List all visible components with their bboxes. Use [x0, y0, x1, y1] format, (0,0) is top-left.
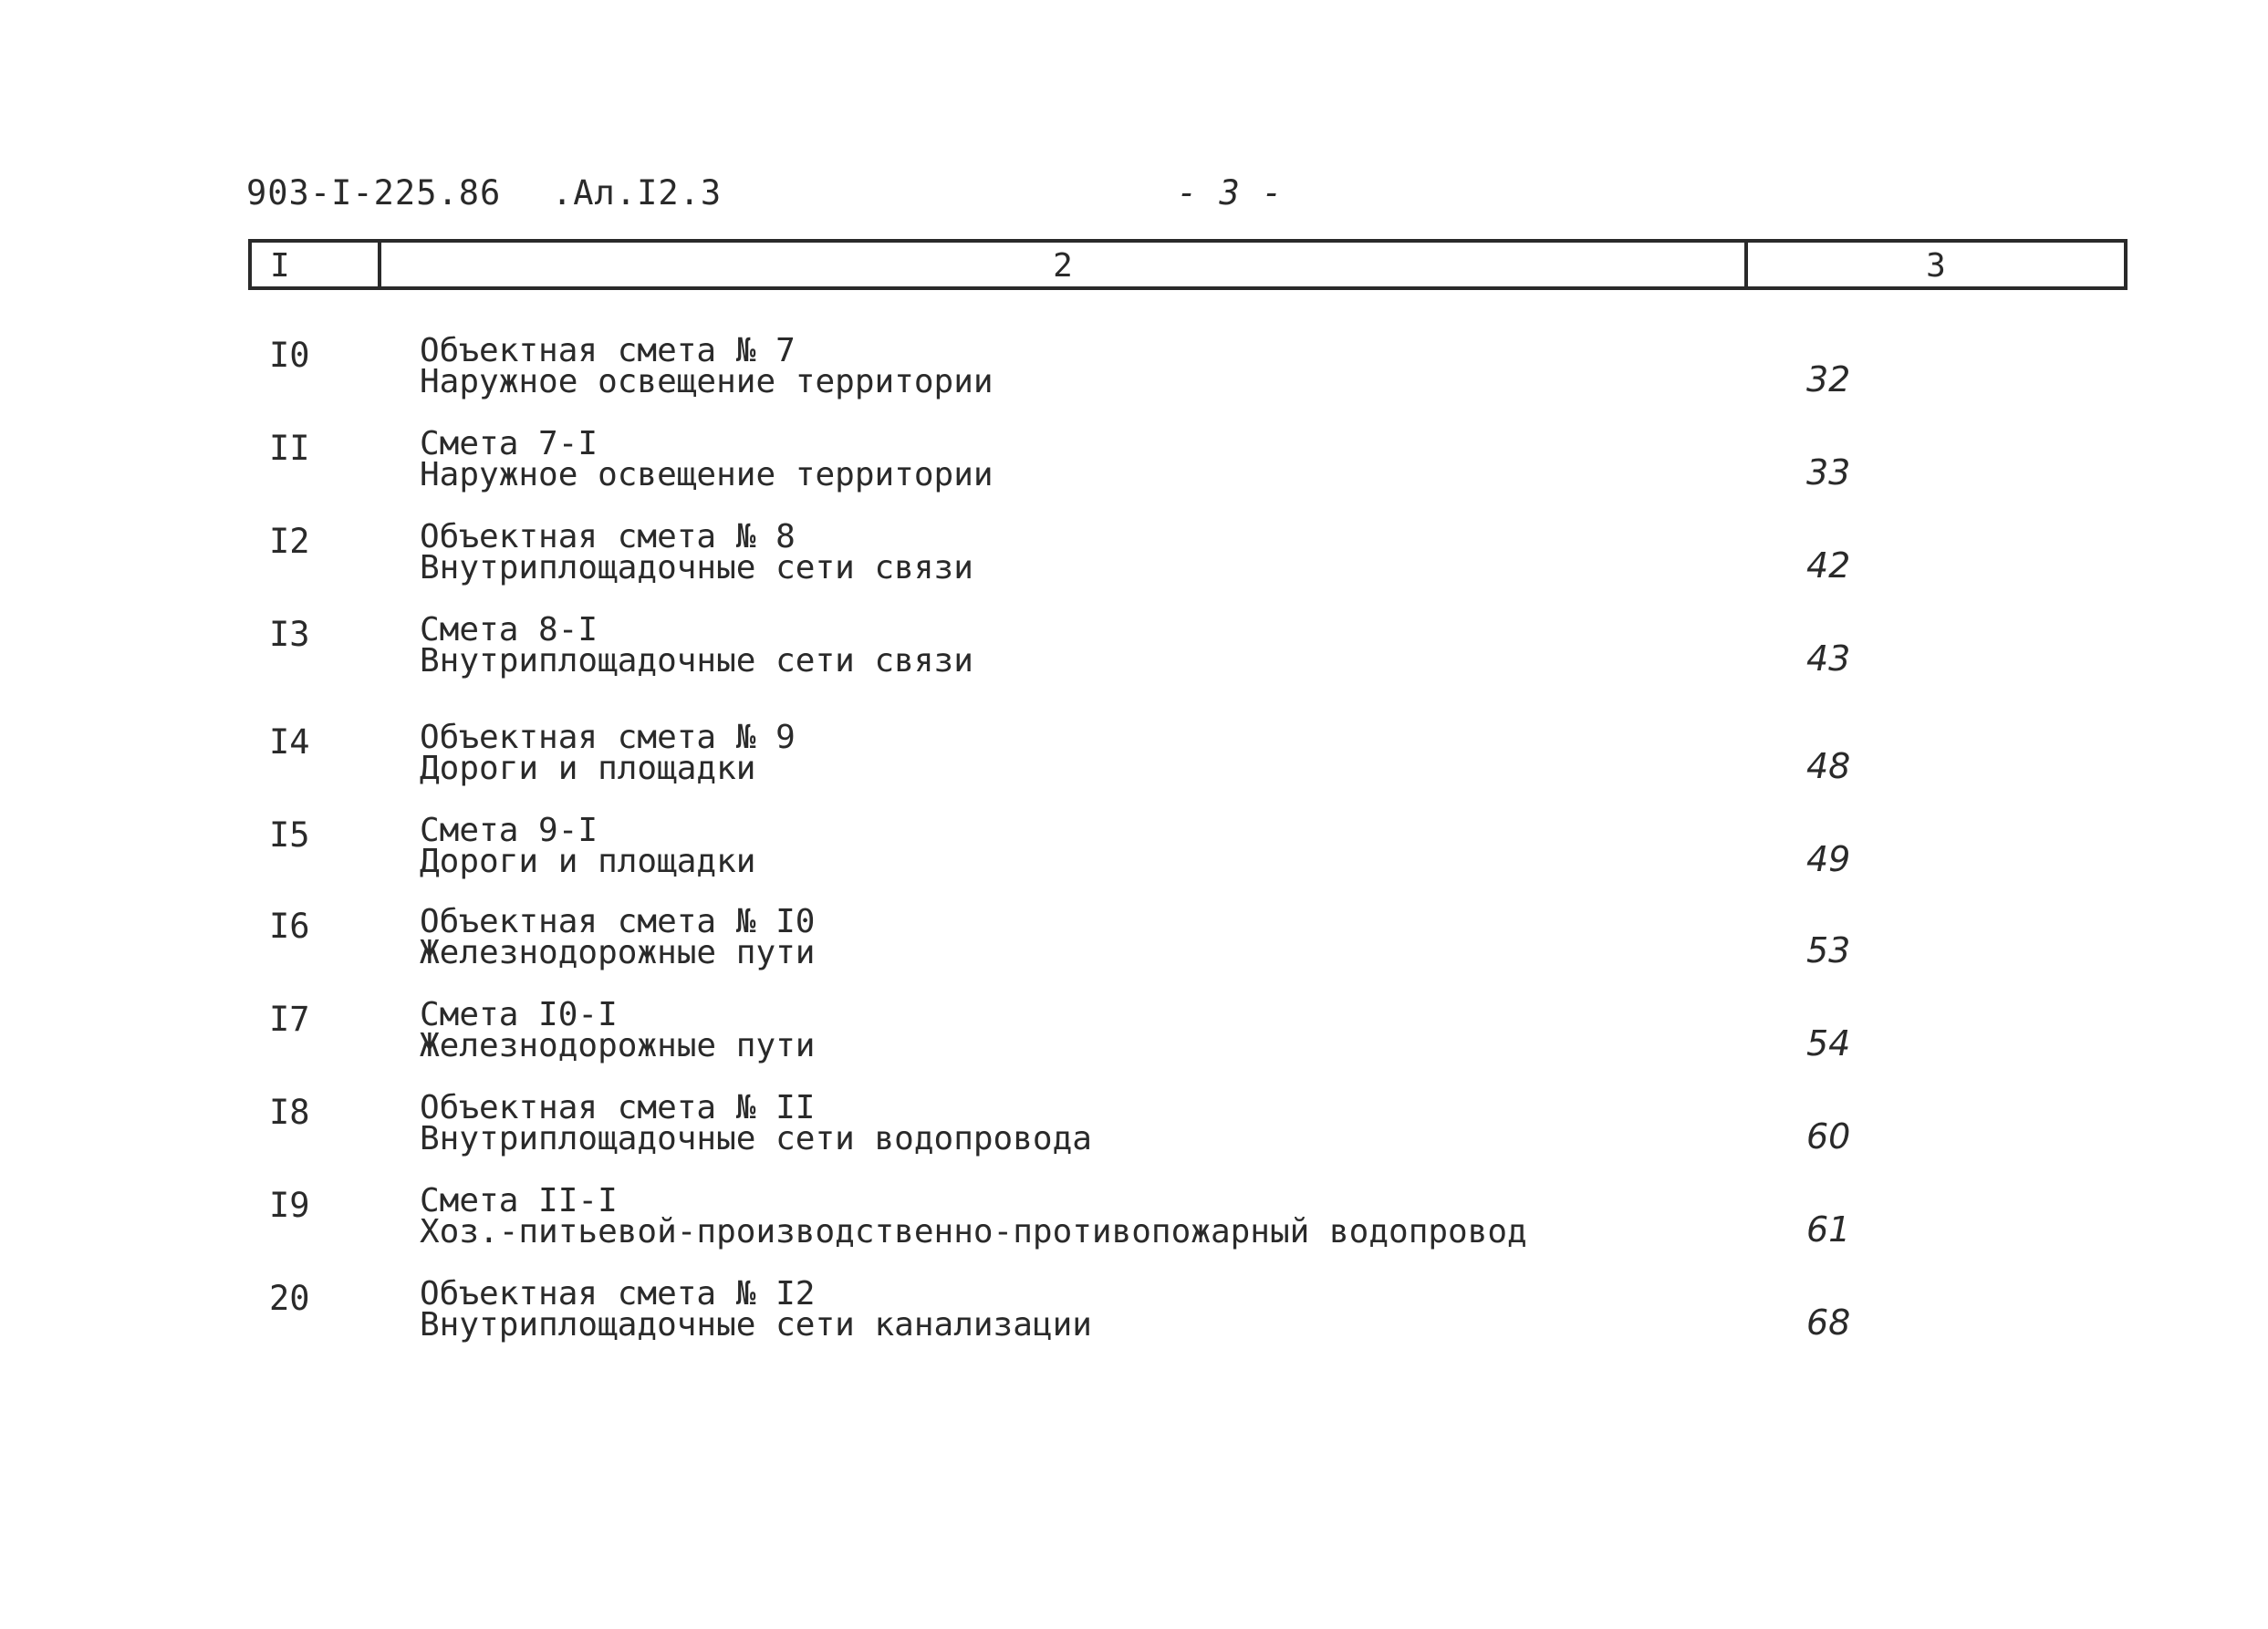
row-page: 48: [1806, 746, 1851, 786]
row-title: [420, 1089, 1092, 1157]
row-number: I8: [269, 1093, 310, 1132]
row-title-line2: Внутриплощадочные сети связи: [420, 549, 973, 586]
row-page: 33: [1806, 452, 1851, 493]
row-title-line1: Объектная смета № 8: [420, 518, 796, 555]
row-title: [420, 425, 994, 493]
row-number: I5: [269, 815, 310, 855]
row-title-line1: Смета 7-I: [420, 425, 598, 462]
row-title-line2: Внутриплощадочные сети водопровода: [420, 1120, 1092, 1157]
row-title-line1: Смета 8-I: [420, 611, 598, 648]
row-page: 60: [1806, 1116, 1851, 1157]
row-number: I9: [269, 1186, 310, 1225]
row-title-line1: Объектная смета № 9: [420, 719, 796, 756]
row-title-line2: Наружное освещение территории: [420, 456, 994, 493]
row-title: [420, 332, 994, 400]
row-number: I7: [269, 1000, 310, 1039]
row-page: 42: [1806, 545, 1851, 586]
row-title: [420, 1182, 1527, 1250]
row-title-line2: Внутриплощадочные сети канализации: [420, 1306, 1092, 1344]
row-page: 54: [1806, 1023, 1851, 1064]
row-number: I3: [269, 615, 310, 654]
page-number: - 3 -: [1177, 173, 1284, 213]
column-header-2: 2: [381, 243, 1748, 286]
row-page: 68: [1806, 1302, 1851, 1343]
row-page: 32: [1806, 359, 1851, 399]
row-number: I0: [269, 336, 310, 375]
column-header-row: [248, 239, 2128, 290]
row-page: 49: [1806, 839, 1851, 879]
row-number: I4: [269, 722, 310, 762]
row-title: [420, 903, 816, 971]
row-title-line1: Объектная смета № I2: [420, 1275, 816, 1313]
column-header-1: I: [252, 243, 381, 286]
row-number: 20: [269, 1279, 310, 1318]
row-title-line2: Внутриплощадочные сети связи: [420, 642, 973, 680]
row-title: [420, 812, 756, 880]
sheet-reference: .Ал.I2.3: [552, 173, 723, 213]
row-title: [420, 611, 973, 680]
row-title-line2: Наружное освещение территории: [420, 363, 994, 400]
row-title: [420, 518, 973, 586]
document-code: 903-I-225.86: [246, 173, 502, 213]
row-title: [420, 996, 816, 1064]
row-page: 61: [1806, 1209, 1851, 1250]
row-number: I6: [269, 907, 310, 946]
row-title: [420, 1275, 1092, 1344]
row-number: II: [269, 429, 310, 468]
row-title-line1: Смета II-I: [420, 1182, 618, 1219]
row-title-line1: Смета I0-I: [420, 996, 618, 1033]
row-title-line2: Железнодорожные пути: [420, 934, 816, 971]
row-page: 43: [1806, 638, 1851, 679]
row-title-line2: Железнодорожные пути: [420, 1027, 816, 1064]
row-title-line1: Объектная смета № 7: [420, 332, 796, 369]
row-title-line1: Объектная смета № II: [420, 1089, 816, 1126]
row-title-line2: Хоз.-питьевой-производственно-противопожарный водопровод: [420, 1213, 1527, 1250]
column-header-3: 3: [1926, 247, 1946, 285]
row-title-line2: Дороги и площадки: [420, 750, 756, 787]
row-page: 53: [1806, 930, 1851, 970]
row-title-line2: Дороги и площадки: [420, 843, 756, 880]
row-number: I2: [269, 522, 310, 561]
row-title-line1: Смета 9-I: [420, 812, 598, 849]
row-title: [420, 719, 796, 787]
row-title-line1: Объектная смета № I0: [420, 903, 816, 940]
